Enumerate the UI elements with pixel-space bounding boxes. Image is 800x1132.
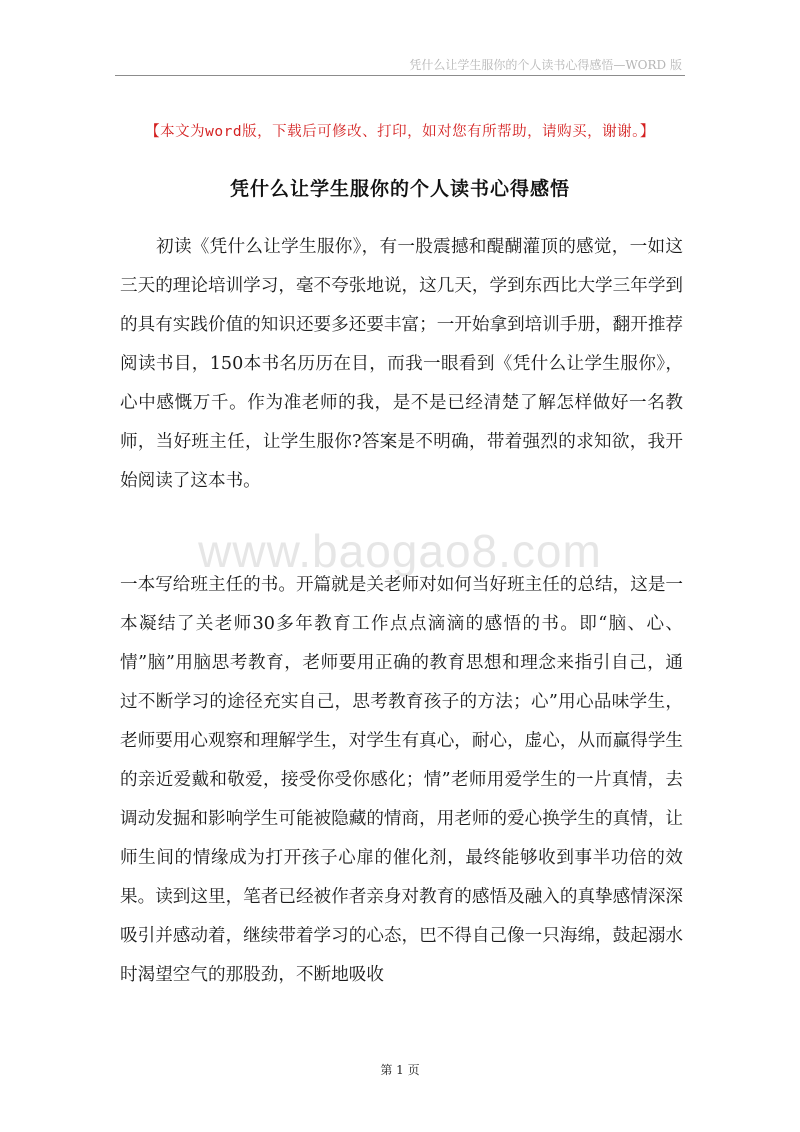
body-paragraph-1: 初读《凭什么让学生服你》，有一股震撼和醍醐灌顶的感觉，一如这三天的理论培训学习，毫不夸张地说，这几天，学到东西比大学三年学到的具有实践价值的知识还要多还要丰富；一开始拿到培训手册，翻开推荐阅读书目，150本书名历历在目，而我一眼看到《凭什么让学生服你》，心中感慨万千。作为准老师的我，是不是已经清楚了解怎样做好一名教师，当好班主任，让学生服你?答案是不明确，带着强烈的求知欲，我开始阅读了这本书。: [120, 237, 684, 491]
site-watermark: www.baogao8.com: [198, 525, 602, 577]
page-number: 第 1 页: [380, 1063, 420, 1077]
running-header: 凭什么让学生服你的个人读书心得感悟—WORD 版: [409, 58, 682, 72]
header-divider: [115, 75, 685, 76]
document-title: 凭什么让学生服你的个人读书心得感悟: [229, 178, 570, 200]
download-notice: 【本文为word版，下载后可修改、打印，如对您有所帮助，请购买，谢谢。】: [145, 124, 655, 140]
body-paragraph-2: 一本写给班主任的书。开篇就是关老师对如何当好班主任的总结，这是一本凝结了关老师30多年教育工作点点滴滴的感悟的书。即“脑、心、情”脑”用脑思考教育，老师要用正确的教育思想和理念来指引自己，通过不断学习的途径充实自己，思考教育孩子的方法；心”用心品味学生，老师要用心观察和理解学生，对学生有真心，耐心，虚心，从而赢得学生的亲近爱戴和敬爱，接受你受你感化；情”老师用爱学生的一片真情，去调动发掘和影响学生可能被隐藏的情商，用老师的爱心换学生的真情，让师生间的情缘成为打开孩子心扉的催化剂，最终能够收到事半功倍的效果。读到这里，笔者已经被作者亲身对教育的感悟及融入的真挚感情深深吸引并感动着，继续带着学习的心态，巴不得自己像一只海绵，鼓起溺水时渴望空气的那股劲，不断地吸收: [120, 575, 684, 985]
